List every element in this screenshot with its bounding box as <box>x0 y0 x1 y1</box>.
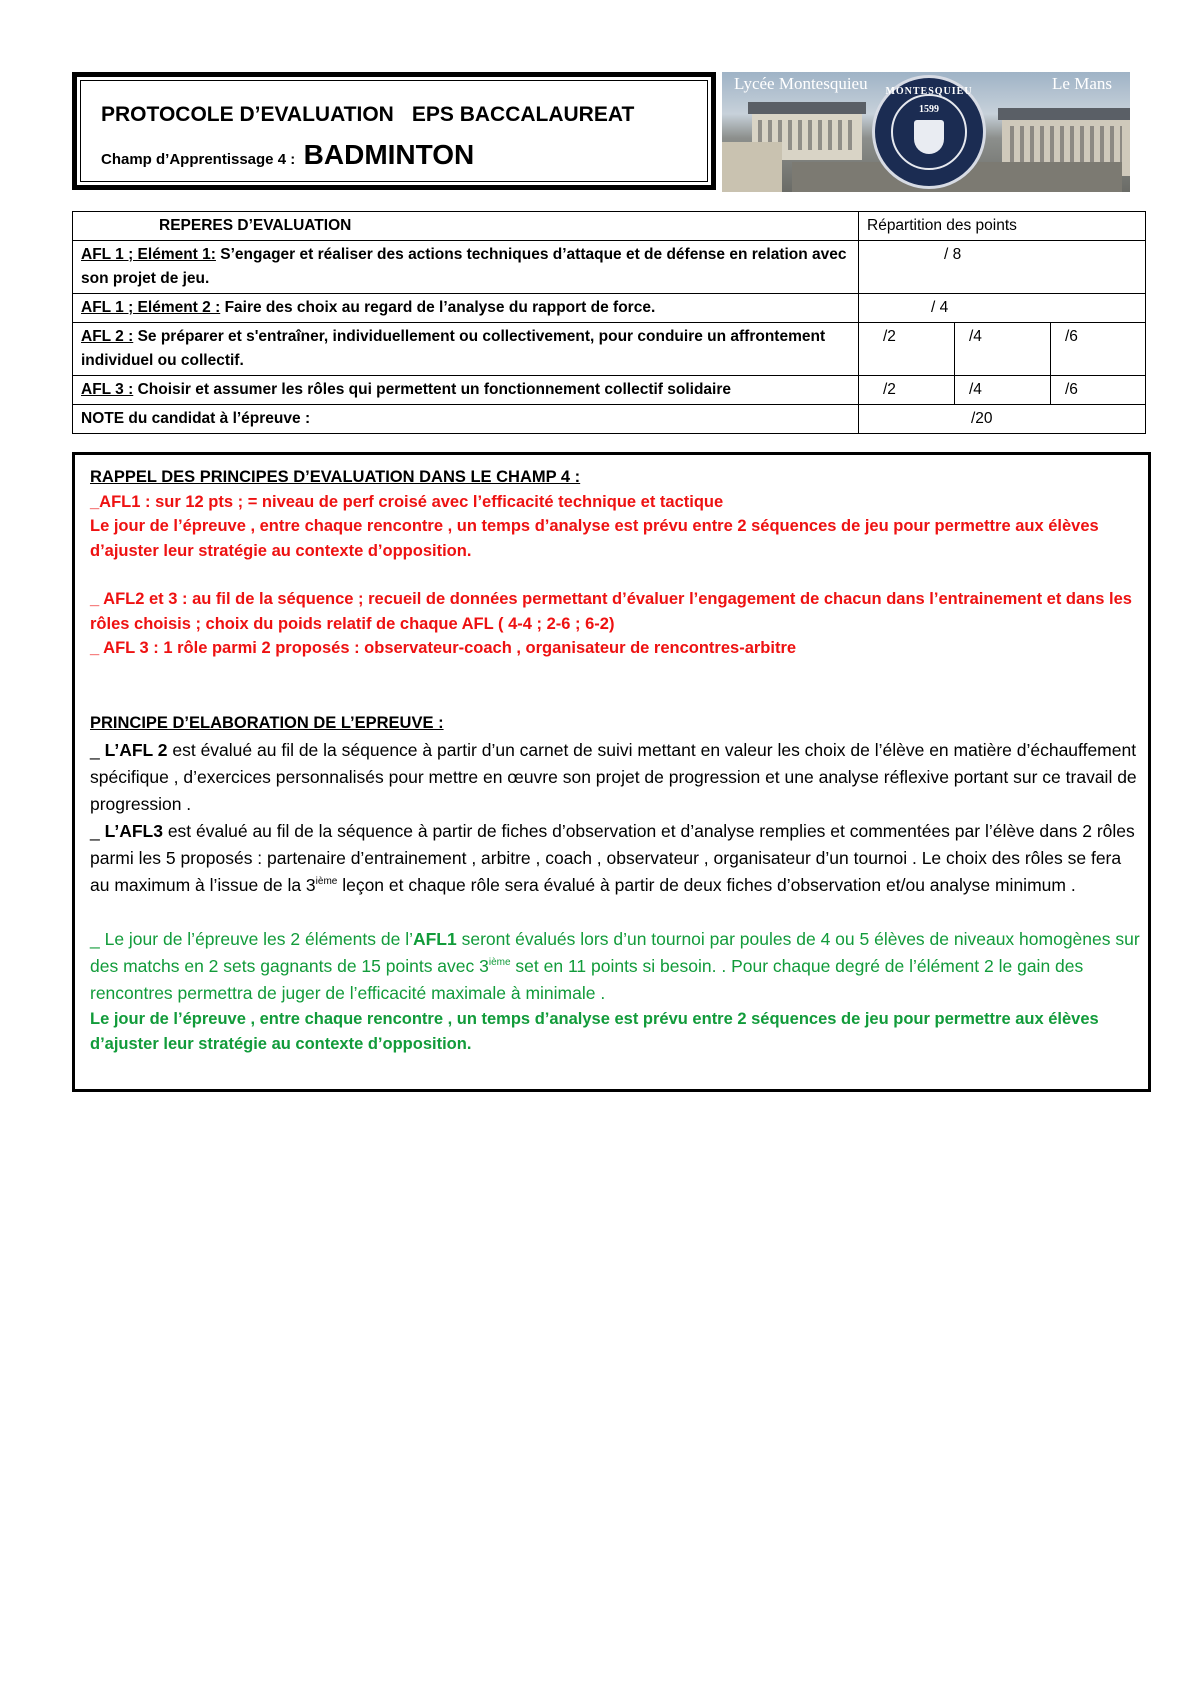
points-cell: / 8 <box>859 241 1146 294</box>
champ-label: Champ d’Apprentissage 4 : <box>101 151 296 168</box>
header-reperes: REPERES D’EVALUATION <box>73 212 859 241</box>
points-cell: /6 <box>1051 376 1146 405</box>
table-row <box>73 241 1146 294</box>
row-label: AFL 1 ; Elément 1: <box>81 246 216 263</box>
points-cell: /6 <box>1051 323 1146 376</box>
page-title <box>101 103 634 127</box>
crest-name: MONTESQUIEU <box>885 86 973 97</box>
points-cell: /2 <box>859 323 955 376</box>
table-total-row <box>73 405 1146 434</box>
principe-title: PRINCIPE D’ELABORATION DE L’EPREUVE : <box>90 714 444 732</box>
table-row <box>73 323 1146 376</box>
caption-city: Le Mans <box>1052 74 1112 93</box>
principe-afl1-green: _ Le jour de l’épreuve les 2 éléments de l’AFL1 seront évalués lors d’un tournoi par poules de 4 ou 5 élèves de niveaux homogènes sur des matchs en 2 sets gagnants de 15 points avec 3ième set en 11 points si besoin. . Pour chaque degré de l’élément 2 le gain des rencontres permettra de juger de l’efficacité maximale à minimale . <box>90 929 1140 1003</box>
table-row <box>73 294 1146 323</box>
total-points: /20 <box>859 405 1146 434</box>
caption-school: Lycée Montesquieu <box>734 74 868 93</box>
row-afl1-e2 <box>73 294 859 323</box>
points-cell: /4 <box>955 323 1051 376</box>
crest-year: 1599 <box>919 104 939 115</box>
school-photo <box>722 72 1130 192</box>
principe-afl3: _ L’AFL3 est évalué au fil de la séquence à partir de fiches d’observation et d’analyse remplies et commentées par l’élève dans 2 rôles parmi les 5 proposés : partenaire d’entrainement , arbitre , coach , observateur , organisateur d’un tournoi . Le choix des rôles se fera au maximum à l’issue de la 3ième leçon et chaque rôle sera évalué à partir de deux fiches d’observation et/ou analyse minimum . <box>90 821 1135 895</box>
rappel-title: RAPPEL DES PRINCIPES D’EVALUATION DANS LE CHAMP 4 : <box>90 468 581 486</box>
total-label: NOTE du candidat à l’épreuve : <box>73 405 859 434</box>
crest-shield-icon <box>914 120 944 154</box>
points-cell: /4 <box>955 376 1051 405</box>
row-afl1-e1 <box>73 241 859 294</box>
school-crest-logo <box>872 75 986 189</box>
header-points: Répartition des points <box>859 212 1146 241</box>
table-header-row <box>73 212 1146 241</box>
points-cell: /2 <box>859 376 955 405</box>
principe-section <box>90 710 1140 1057</box>
title-right: EPS BACCALAUREAT <box>411 103 635 126</box>
table-row <box>73 376 1146 405</box>
rappel-jour-epreuve: Le jour de l’épreuve , entre chaque rencontre , un temps d’analyse est prévu entre 2 séquences de jeu pour permettre aux élèves d’ajuster leur stratégie au contexte d’opposition. <box>90 517 1099 560</box>
row-text: Faire des choix au regard de l’analyse du rapport de force. <box>224 299 656 316</box>
row-label: AFL 3 : <box>81 381 134 398</box>
row-afl3 <box>73 376 859 405</box>
row-afl2 <box>73 323 859 376</box>
rappel-afl3-roles: _ AFL 3 : 1 rôle parmi 2 proposés : observateur-coach , organisateur de rencontres-arbitre <box>90 639 797 657</box>
subtitle <box>101 139 474 171</box>
row-text: Choisir et assumer les rôles qui permettent un fonctionnement collectif solidaire <box>137 381 731 398</box>
rappel-afl1: _AFL1 : sur 12 pts ; = niveau de perf croisé avec l’efficacité technique et tactique <box>90 492 724 511</box>
row-text: S’engager et réaliser des actions techniques d’attaque et de défense en relation avec son projet de jeu. <box>81 246 847 287</box>
principe-afl2: _ L’AFL 2 est évalué au fil de la séquence à partir d’un carnet de suivi mettant en valeur les choix de l’élève en matière d’échauffement spécifique , d’exercices personnalisés pour mettre en œuvre son projet de progression et une analyse réflexive portant sur ce travail de progression . <box>90 740 1137 814</box>
rappel-afl2-3: _ AFL2 et 3 : au fil de la séquence ; recueil de données permettant d’évaluer l’engagement de chacun dans l’entrainement et dans les rôles choisis ; choix du poids relatif de chaque AFL ( 4-4 ; 2-6 ; 6-2) <box>90 590 1132 633</box>
points-cell: / 4 <box>859 294 1146 323</box>
sport-name: BADMINTON <box>303 139 475 170</box>
principe-jour-epreuve-green: Le jour de l’épreuve , entre chaque rencontre , un temps d’analyse est prévu entre 2 séquences de jeu pour permettre aux élèves d’ajuster leur stratégie au contexte d’opposition. <box>90 1010 1099 1053</box>
principles-box <box>72 452 1151 1092</box>
row-label: AFL 2 : <box>81 328 134 345</box>
title-box <box>72 72 716 190</box>
title-text: PROTOCOLE D’EVALUATION <box>101 103 394 126</box>
rappel-section <box>90 465 1140 661</box>
row-text: Se préparer et s'entraîner, individuellement ou collectivement, pour conduire un affrontement individuel ou collectif. <box>81 328 826 369</box>
evaluation-table <box>72 211 1146 434</box>
row-label: AFL 1 ; Elément 2 : <box>81 299 221 316</box>
